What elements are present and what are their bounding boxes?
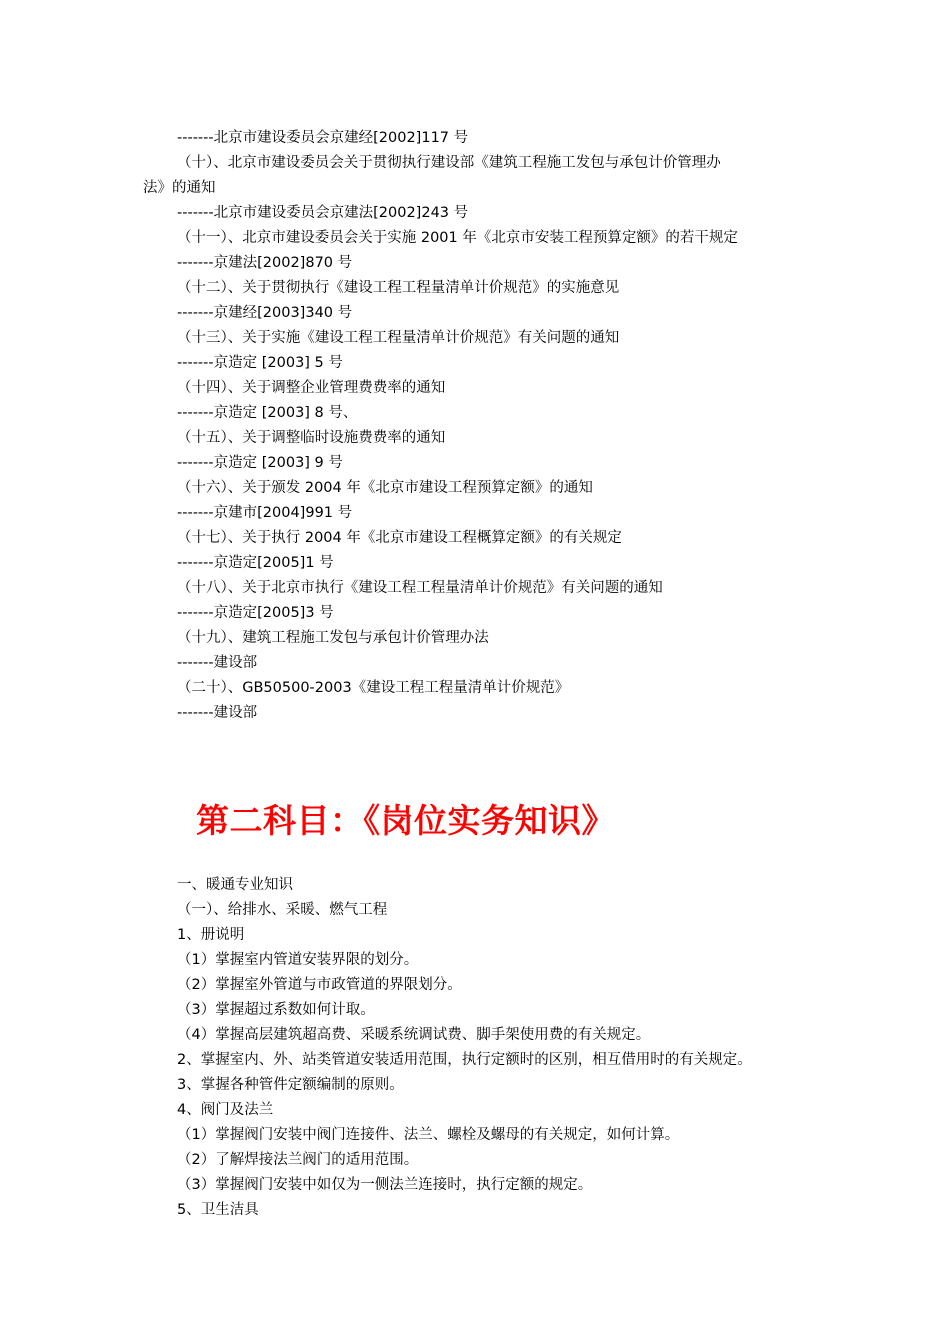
regulation-title: （十七）、关于执行 2004 年《北京市建设工程概算定额》的有关规定 (177, 530, 622, 546)
regulation-title: （十九）、建筑工程施工发包与承包计价管理办法 (177, 630, 489, 646)
regulation-reference: -------北京市建设委员会京建经[2002]117 号 (177, 130, 469, 146)
outline-item: （一）、给排水、采暖、燃气工程 (177, 902, 388, 918)
regulation-list (143, 126, 823, 726)
outline-item: （2）了解焊接法兰阀门的适用范围。 (177, 1152, 419, 1168)
regulation-reference: -------京建法[2002]870 号 (177, 255, 353, 271)
regulation-reference: -------京建市[2004]991 号 (177, 505, 353, 521)
outline-item: （2）掌握室外管道与市政管道的界限划分。 (177, 977, 462, 993)
regulation-title: （十二）、关于贯彻执行《建设工程工程量清单计价规范》的实施意见 (177, 280, 620, 296)
regulation-reference: -------京造定 [2003] 5 号 (177, 355, 343, 371)
section-heading: 第二科目：《岗位实务知识》 (196, 801, 615, 840)
outline-item: 4、阀门及法兰 (177, 1102, 274, 1118)
regulation-title: （十五）、关于调整临时设施费费率的通知 (177, 430, 446, 446)
regulation-title: （十四）、关于调整企业管理费费率的通知 (177, 380, 446, 396)
regulation-title: （十三）、关于实施《建设工程工程量清单计价规范》有关问题的通知 (177, 330, 620, 346)
regulation-reference: -------京造定 [2003] 9 号 (177, 455, 343, 471)
outline-item: 3、掌握各种管件定额编制的原则。 (177, 1077, 404, 1093)
regulation-reference: -------京造定[2005]1 号 (177, 555, 334, 571)
regulation-reference: -------京造定 [2003] 8 号、 (177, 405, 358, 421)
outline-item: 2、掌握室内、外、站类管道安装适用范围，执行定额时的区别，相互借用时的有关规定。 (177, 1052, 752, 1068)
regulation-reference: -------建设部 (177, 705, 258, 721)
regulation-reference: -------京建经[2003]340 号 (177, 305, 353, 321)
regulation-title-continued: 法》的通知 (143, 180, 216, 196)
regulation-title: （十）、北京市建设委员会关于贯彻执行建设部《建筑工程施工发包与承包计价管理办 (177, 155, 721, 171)
regulation-reference: -------建设部 (177, 655, 258, 671)
knowledge-outline (143, 873, 823, 1223)
regulation-title: （十六）、关于颁发 2004 年《北京市建设工程预算定额》的通知 (177, 480, 593, 496)
regulation-title: （二十）、GB50500-2003《建设工程工程量清单计价规范》 (177, 680, 570, 696)
regulation-title: （十八）、关于北京市执行《建设工程工程量清单计价规范》有关问题的通知 (177, 580, 663, 596)
outline-item: （3）掌握阀门安装中如仅为一侧法兰连接时，执行定额的规定。 (177, 1177, 593, 1193)
regulation-title: （十一）、北京市建设委员会关于实施 2001 年《北京市安装工程预算定额》的若干规定 (177, 230, 738, 246)
outline-item: 一、暖通专业知识 (177, 877, 293, 893)
outline-item: 5、卫生洁具 (177, 1202, 259, 1218)
outline-item: （1）掌握阀门安装中阀门连接件、法兰、螺栓及螺母的有关规定，如何计算。 (177, 1127, 680, 1143)
regulation-reference: -------北京市建设委员会京建法[2002]243 号 (177, 205, 469, 221)
outline-item: （3）掌握超过系数如何计取。 (177, 1002, 375, 1018)
outline-item: （4）掌握高层建筑超高费、采暖系统调试费、脚手架使用费的有关规定。 (177, 1027, 651, 1043)
outline-item: （1）掌握室内管道安装界限的划分。 (177, 952, 419, 968)
outline-item: 1、册说明 (177, 927, 245, 943)
regulation-reference: -------京造定[2005]3 号 (177, 605, 334, 621)
